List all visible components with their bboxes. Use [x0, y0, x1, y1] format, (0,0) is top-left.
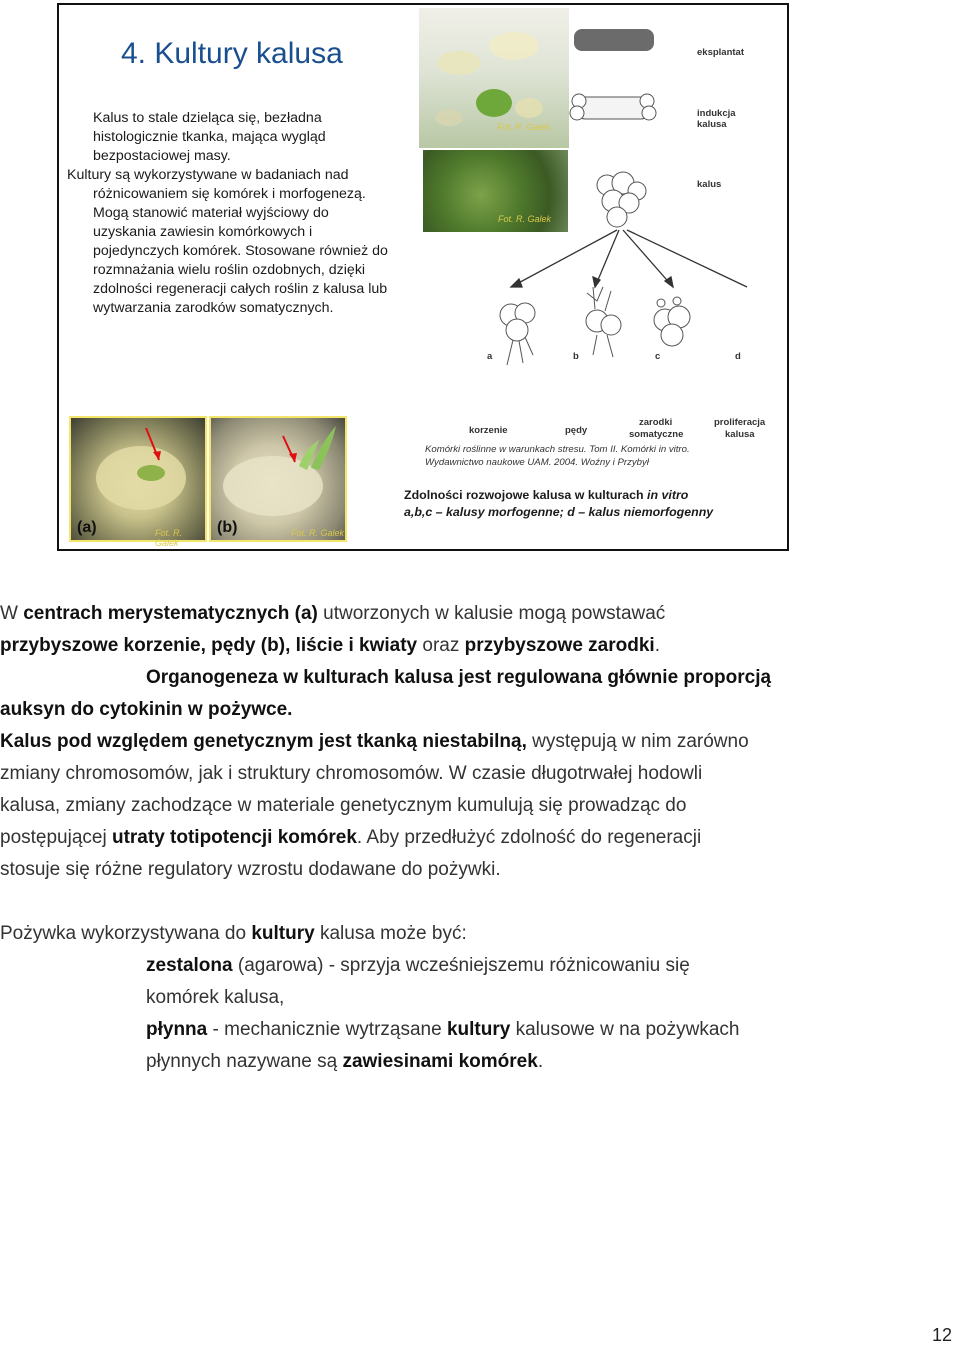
- letter-c: c: [655, 351, 661, 362]
- body-line: postępującej utraty totipotencji komórek. Aby przedłużyć zdolność do regeneracji: [0, 827, 702, 848]
- outcome-b: [586, 287, 621, 357]
- slide-line: uzyskania zawiesin komórkowych i: [93, 224, 313, 240]
- slide-line: histologicznie tkanka, mająca wygląd: [93, 129, 326, 145]
- slide-figure: [57, 3, 789, 551]
- body-line: zestalona (agarowa) - sprzyja wcześniejszemu różnicowaniu się: [146, 955, 690, 976]
- page-number: 12: [931, 1325, 952, 1345]
- label-shoots: pędy: [565, 425, 588, 436]
- slide-line: Kultury są wykorzystywane w badaniach nad: [67, 167, 349, 183]
- outcome-a: [500, 303, 535, 365]
- label-embryos-2: somatyczne: [629, 429, 684, 440]
- letter-b: b: [573, 351, 579, 362]
- photo-label-a: (a): [77, 519, 97, 536]
- letter-d: d: [735, 351, 741, 362]
- figure-summary: [404, 487, 713, 521]
- outcome-c: [654, 297, 690, 346]
- citation-line: Wydawnictwo naukowe UAM. 2004. Woźny i Przybył: [425, 457, 649, 468]
- label-embryos-1: zarodki: [639, 417, 673, 428]
- slide-text: [67, 109, 417, 318]
- body-text: [0, 598, 955, 1078]
- photo-credit: Fot. R. Galek: [155, 528, 183, 548]
- photo-b: [209, 416, 347, 542]
- body-line: przybyszowe korzenie, pędy (b), liście i kwiaty oraz przybyszowe zarodki.: [0, 635, 660, 656]
- induction-shape: [570, 94, 656, 120]
- citation-line: Komórki roślinne w warunkach stresu. Tom II. Komórki in vitro.: [425, 444, 690, 455]
- slide-line: Mogą stanowić materiał wyjściowy do: [93, 205, 329, 221]
- photo-a: [69, 416, 207, 548]
- body-line: Kalus pod względem genetycznym jest tkanką niestabilną, występują w nim zarówno: [0, 731, 749, 752]
- photo-credit: Fot. R. Galek: [498, 214, 552, 224]
- callus-development-diagram: [427, 25, 687, 405]
- body-line: płynna - mechanicznie wytrząsane kultury kalusowe w na pożywkach: [146, 1019, 740, 1040]
- slide-line: wytwarzania zarodków somatycznych.: [93, 300, 334, 316]
- slide-line: rozmnażania wielu roślin ozdobnych, dzięki: [93, 262, 366, 278]
- label-explant: eksplantat: [697, 47, 744, 58]
- photo-credit: Fot. R. Galek: [497, 122, 551, 132]
- summary-line-1: Zdolności rozwojowe kalusa w kulturach in vitro: [404, 488, 689, 502]
- label-induction-1: indukcja: [697, 108, 736, 119]
- slide-line: bezpostaciowej masy.: [93, 148, 231, 164]
- slide-title: 4. Kultury kalusa: [121, 37, 343, 70]
- slide-line: zdolności regeneracji całych roślin z kalusa lub: [93, 281, 388, 297]
- figure-citation: [425, 443, 690, 469]
- body-line: auksyn do cytokinin w pożywce.: [0, 699, 293, 720]
- slide-line: Kalus to stale dzieląca się, bezładna: [93, 110, 322, 126]
- body-line: komórek kalusa,: [146, 987, 285, 1008]
- label-proliferation-2: kalusa: [725, 429, 755, 440]
- body-line: Pożywka wykorzystywana do kultury kalusa może być:: [0, 923, 467, 944]
- body-line: kalusa, zmiany zachodzące w materiale genetycznym kumulują się prowadząc do: [0, 795, 687, 816]
- label-callus: kalus: [697, 179, 722, 190]
- photo-credit: Fot. R. Galek: [291, 528, 345, 538]
- letter-a: a: [487, 351, 493, 362]
- label-roots: korzenie: [469, 425, 508, 436]
- callus-shape: [597, 172, 646, 227]
- slide-line: różnicowaniem się komórek i morfogenezą.: [93, 186, 366, 202]
- summary-line-2: a,b,c – kalusy morfogenne; d – kalus niemorfogenny: [404, 505, 714, 519]
- body-line: Organogeneza w kulturach kalusa jest regulowana głównie proporcją: [146, 667, 772, 688]
- photo-label-b: (b): [217, 519, 238, 536]
- explant-shape: [574, 29, 654, 51]
- body-line: W centrach merystematycznych (a) utworzonych w kalusie mogą powstawać: [0, 603, 666, 624]
- body-line: płynnych nazywane są zawiesinami komórek.: [146, 1051, 544, 1072]
- body-line: zmiany chromosomów, jak i struktury chromosomów. W czasie długotrwałej hodowli: [0, 763, 703, 784]
- branch-arrows: [511, 230, 747, 287]
- slide-line: pojedynczych komórek. Stosowane również do: [93, 243, 388, 259]
- body-line: stosuje się różne regulatory wzrostu dodawane do pożywki.: [0, 859, 501, 880]
- label-proliferation-1: proliferacja: [714, 417, 766, 428]
- label-induction-2: kalusa: [697, 119, 727, 130]
